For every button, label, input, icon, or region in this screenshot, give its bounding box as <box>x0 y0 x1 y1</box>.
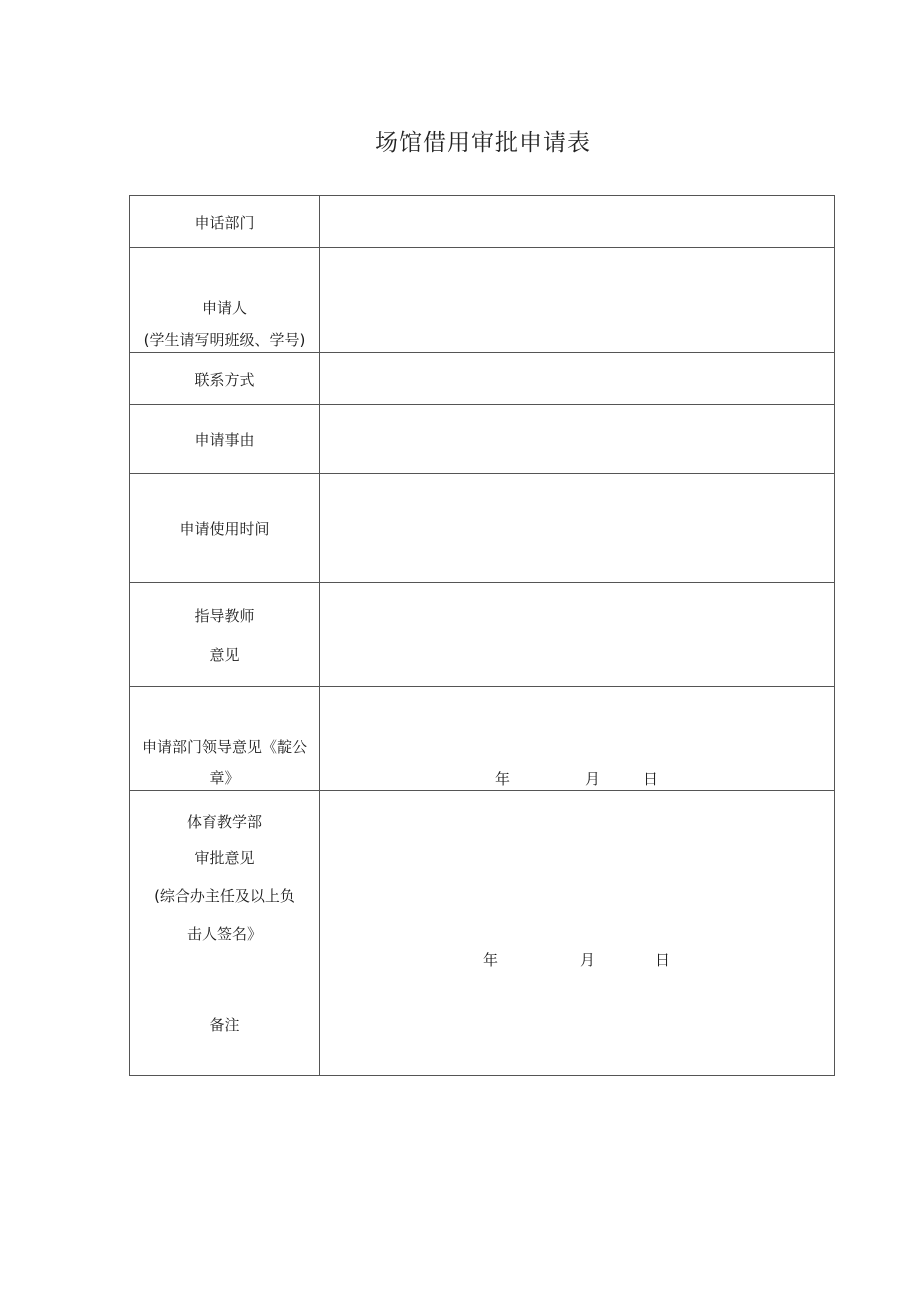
page-title: 场馆借用审批申请表 <box>375 130 591 156</box>
application-form-table <box>129 195 835 1076</box>
department-field[interactable] <box>320 196 834 247</box>
pe-dept-day: 日 <box>655 951 671 969</box>
usage-time-label: 申请使用时间 <box>179 520 270 538</box>
reason-field[interactable] <box>320 405 834 473</box>
contact-label: 联系方式 <box>194 371 255 389</box>
dept-leader-label-cont: 章》 <box>209 769 240 787</box>
reason-label: 申请事由 <box>194 431 255 449</box>
applicant-field[interactable] <box>320 248 834 352</box>
dept-leader-month: 月 <box>585 770 601 788</box>
pe-dept-month: 月 <box>580 951 596 969</box>
advisor-label: 指导教师 <box>194 607 255 625</box>
pe-dept-signer-note: (综合办主任及以上负 <box>154 887 295 905</box>
dept-leader-opinion-field[interactable] <box>320 687 834 790</box>
advisor-label-opinion: 意见 <box>209 646 240 664</box>
dept-leader-year: 年 <box>495 770 511 788</box>
advisor-opinion-field[interactable] <box>320 583 834 686</box>
remarks-label: 备注 <box>209 1016 240 1034</box>
pe-dept-label: 体育教学部 <box>186 813 262 831</box>
dept-leader-day: 日 <box>643 770 659 788</box>
usage-time-field[interactable] <box>320 474 834 582</box>
applicant-note: (学生请写明班级、学号) <box>143 331 306 349</box>
dept-leader-label: 申请部门领导意见《靛公 <box>141 738 307 756</box>
contact-field[interactable] <box>320 353 834 404</box>
pe-dept-approval-label: 审批意见 <box>194 849 255 867</box>
department-label: 申话部门 <box>194 214 255 232</box>
pe-dept-year: 年 <box>483 951 499 969</box>
pe-dept-approval-field[interactable] <box>320 791 834 1075</box>
pe-dept-signer-note-cont: 击人签名》 <box>186 925 262 943</box>
applicant-label: 申请人 <box>201 299 247 317</box>
